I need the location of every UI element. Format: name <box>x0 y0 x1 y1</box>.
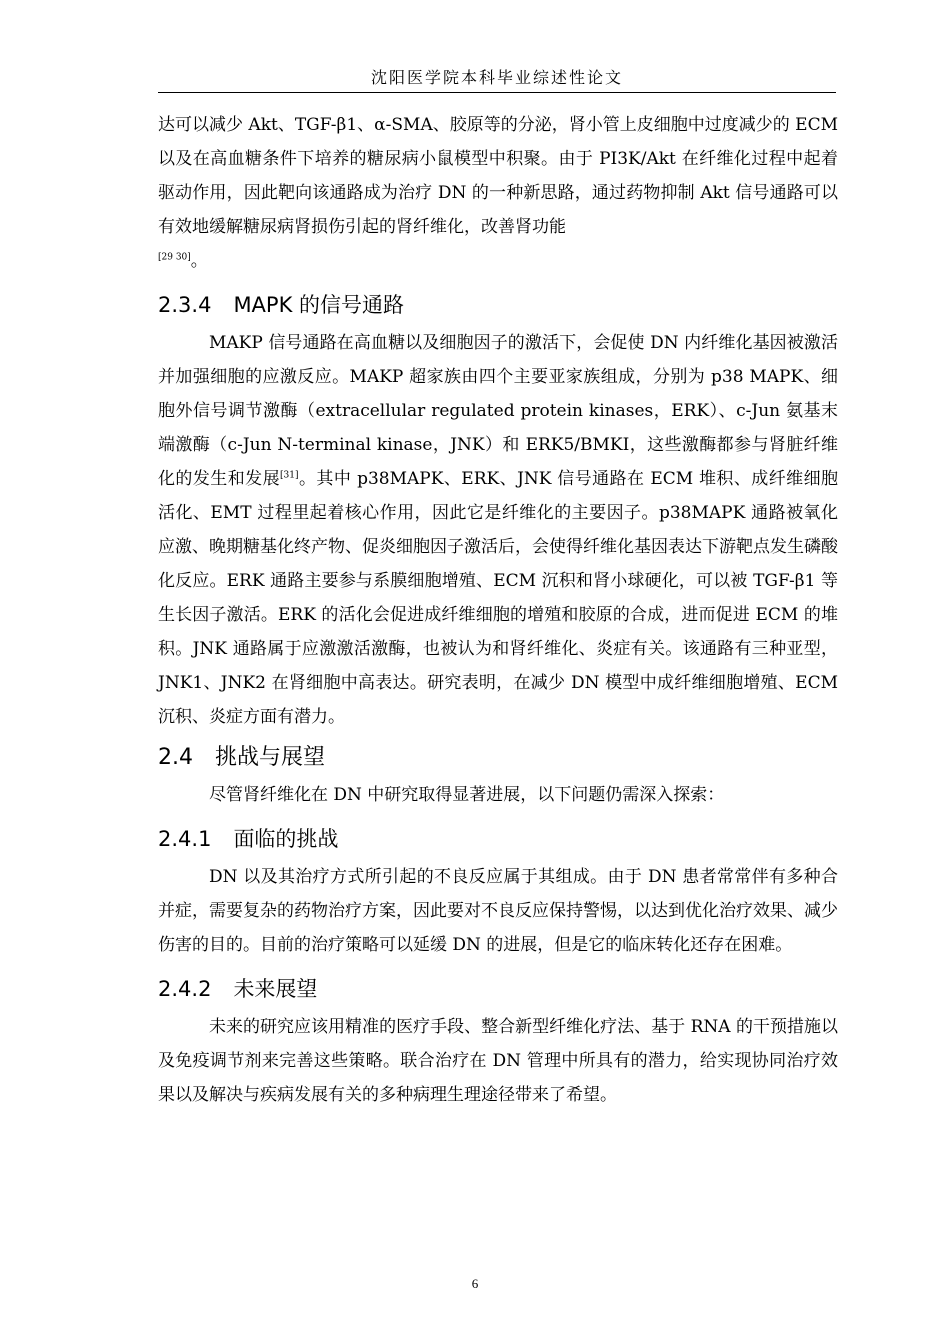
paragraph-mapk <box>158 326 838 734</box>
heading-title: 面临的挑战 <box>233 827 339 851</box>
heading-title: MAPK 的信号通路 <box>233 293 405 317</box>
paragraph-outlook: 未来的研究应该用精准的医疗手段、整合新型纤维化疗法、基于 RNA 的干预措施以及免疫调节剂来完善这些策略。联合治疗在 DN 管理中所具有的潜力，给实现协同治疗效果以及解决与疾病发展有关的多种病理生理途径带来了希望。 <box>158 1017 838 1105</box>
heading-number: 2.4.2 <box>158 977 212 1001</box>
paragraph-challenges-intro: 尽管肾纤维化在 DN 中研究取得显著进展，以下问题仍需深入探索： <box>209 785 725 805</box>
paragraph-end: 。 <box>190 251 208 271</box>
paragraph-text: MAKP 信号通路在高血糖以及细胞因子的激活下，会促使 DN 内纤维化基因被激活并加强细胞的应激反应。MAKP 超家族由四个主要亚家族组成，分别为 p38 MAPK、细胞外信号调节激酶（extracellular regulated protein kinases，ERK）、c-Jun 氨基末端激酶（c-Jun N-terminal kinase，JNK）和 ERK5/BMKI，这些激酶都参与肾脏纤维化的发生和发展 <box>158 333 838 489</box>
heading-title: 未来展望 <box>233 977 318 1001</box>
heading-2-4-2 <box>158 976 838 1002</box>
paragraph-text: 。其中 p38MAPK、ERK、JNK 信号通路在 ECM 堆积、成纤维细胞活化、EMT 过程里起着核心作用，因此它是纤维化的主要因子。p38MAPK 通路被氧化应激、晚期糖基化终产物、促炎细胞因子激活后，会使得纤维化基因表达下游靶点发生磷酸化反应。ERK 通路主要参与系膜细胞增殖、ECM 沉积和肾小球硬化，可以被 TGF-β1 等生长因子激活。ERK 的活化会促进成纤维细胞的增殖和胶原的合成，进而促进 ECM 的堆积。JNK 通路属于应激激活激酶，也被认为和肾纤维化、炎症有关。该通路有三种亚型，JNK1、JNK2 在肾细胞中高表达。研究表明，在减少 DN 模型中成纤维细胞增殖、ECM 沉积、炎症方面有潜力。 <box>158 469 839 727</box>
heading-number: 2.4 <box>158 745 193 770</box>
paragraph-pi3k-continued <box>158 108 838 278</box>
heading-2-4-1 <box>158 826 838 852</box>
citation[interactable]: [31] <box>280 470 299 481</box>
paragraph-challenges: DN 以及其治疗方式所引起的不良反应属于其组成。由于 DN 患者常常伴有多种合并症，需要复杂的药物治疗方案，因此要对不良反应保持警惕，以达到优化治疗效果、减少伤害的目的。目前的治疗策略可以延缓 DN 的进展，但是它的临床转化还存在困难。 <box>158 867 838 955</box>
paragraph-text: 达可以减少 Akt、TGF-β1、α-SMA、胶原等的分泌，肾小管上皮细胞中过度减少的 ECM 以及在高血糖条件下培养的糖尿病小鼠模型中积聚。由于 PI3K/Akt 在纤维化过程中起着驱动作用，因此靶向该通路成为治疗 DN 的一种新思路，通过药物抑制 Akt 信号通路可以有效地缓解糖尿病肾损伤引起的肾纤维化，改善肾功能 <box>158 115 838 237</box>
running-header: 沈阳医学院本科毕业综述性论文 <box>370 68 623 87</box>
heading-number: 2.3.4 <box>158 293 212 317</box>
page-number: 6 <box>471 1276 479 1291</box>
header-rule <box>158 92 836 93</box>
page-content <box>158 108 838 1112</box>
heading-2-4 <box>158 744 838 772</box>
heading-number: 2.4.1 <box>158 827 212 851</box>
citation[interactable]: [29 30] <box>158 252 191 263</box>
heading-2-3-4 <box>158 292 838 318</box>
heading-title: 挑战与展望 <box>215 745 326 770</box>
